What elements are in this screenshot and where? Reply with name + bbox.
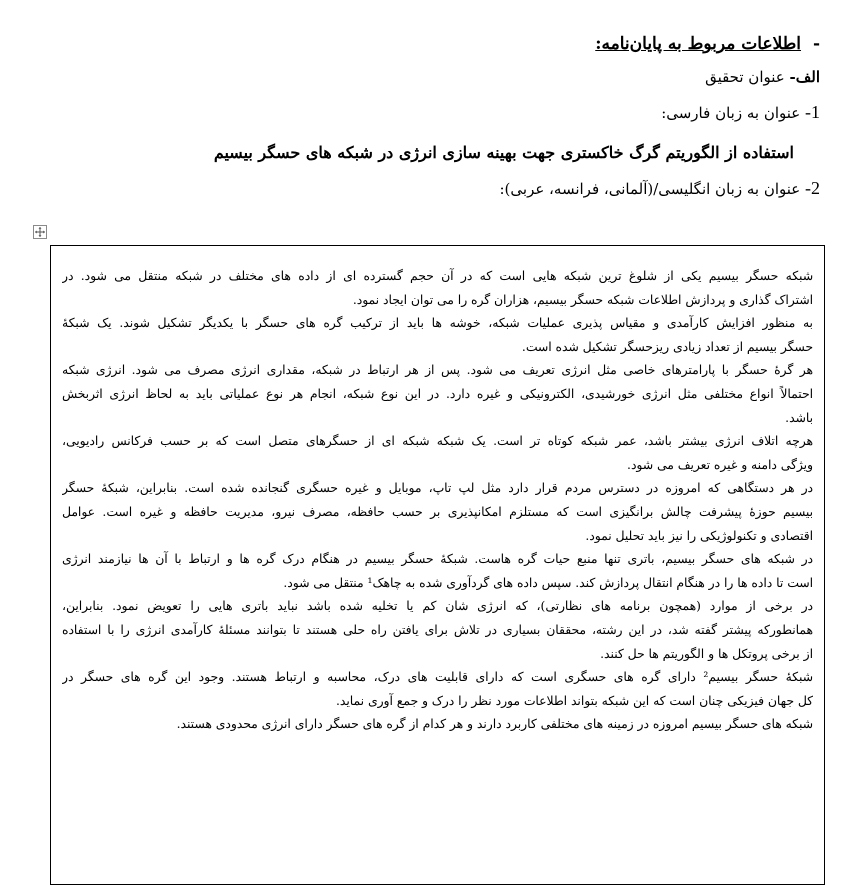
body-line: شبکه حسگر بیسیم یکی از شلوغ ترین شبکه هایی است که در آن حجم گسترده ای از داده های مختلف در شبکه منتقل می شود. در (62, 269, 813, 283)
persian-title: استفاده از الگوریتم گرگ خاکستری جهت بهینه سازی انرژی در شبکه های حسگر بیسیم (213, 143, 794, 162)
subsection-title (705, 68, 820, 86)
heading-dash: - (812, 34, 820, 54)
body-line: در شبکه های حسگر بیسیم، باتری تنها منبع حیات گره هاست. شبکۀ حسگر بیسیم در هنگام درک گره ها و ارتباط با آن ها نیازمند انرژی (62, 552, 813, 567)
body-line: هر گرۀ حسگر با پارامترهای خاصی مثل انرژی تعریف می شود. پس از هر ارتباط در شبکه، مقداری انرژی مصرف می شود. انرژی شبکه (62, 363, 813, 378)
body-line: در برخی از موارد (همچون برنامه های نظارتی)، که انرژی شان کم یا تخلیه شده باشد نباید باتری هایی را تعویض نمود. بنابراین، (62, 599, 813, 614)
body-line: است تا داده ها را در هنگام انتقال پردازش کند. سپس داده های گردآوری شده به چاهک¹ منتقل می شود. (283, 575, 813, 590)
section-heading (595, 34, 820, 54)
body-line: به منظور افزایش کارآمدی و مقیاس پذیری عملیات شبکه، خوشه ها باید از ترکیب گره های حسگر با یکدیگر تشکیل شوند. یک شبکۀ (62, 316, 813, 331)
move-arrows-icon[interactable] (33, 225, 47, 239)
body-line: از برخی پروتکل ها و الگوریتم ها حل کنند. (600, 646, 813, 661)
heading-text: اطلاعات مربوط به پایان‌نامه: (595, 34, 802, 54)
body-line: اقتصادی و تکنولوژیکی را نیز باید تحلیل نمود. (585, 528, 813, 543)
subsection-label: الف- (789, 68, 820, 86)
body-line: باشد. (785, 410, 813, 425)
item1-text: عنوان به زبان فارسی: (661, 104, 805, 122)
body-line: شبکۀ حسگر بیسیم² دارای گره های حسگری است که دارای قابلیت های درک، محاسبه و ارتباط هستند. وجود این گره های حسگر در (62, 670, 813, 685)
item1-number: 1- (805, 102, 820, 122)
body-line: در هر دستگاهی که امروزه در دسترس مردم قرار دارد مثل لپ تاپ، موبایل و غیره حسگری گنجانده شده است. بنابراین، شبکۀ حسگر (62, 481, 813, 496)
item-persian-title-label (661, 102, 820, 123)
item2-number: 2- (805, 178, 820, 198)
item-english-title-label (499, 178, 820, 199)
body-line: حسگر بیسیم از تعداد زیادی ریزحسگر تشکیل شده است. (521, 339, 813, 354)
body-line: هرچه اتلاف انرژی بیشتر باشد، عمر شبکه کوتاه تر است. یک شبکه شبکه ای از حسگرهای متصل است که بر حسب فرکانس رادیویی، (62, 434, 813, 449)
body-line: اشتراک گذاری و پردازش اطلاعات شبکه حسگر بیسیم، هزاران گره را می توان ایجاد نمود. (352, 292, 813, 307)
body-line: همانطورکه پیشتر گفته شد، در این رشته، محققان بسیاری در تلاش برای یافتن راه حلی هستند تا بتوانند مسئلۀ کارآمدی انرژی را با استفاده (62, 622, 813, 637)
body-line: کل جهان فیزیکی چنان است که این شبکه بتواند اطلاعات مورد نظر را درک و جمع آوری نماید. (335, 693, 813, 708)
abstract-table-cell (50, 245, 825, 885)
abstract-body (62, 265, 813, 737)
body-line: احتمالاً انواع مختلفی مثل انرژی خورشیدی، الکترونیکی و غیره دارد. در این نوع شبکه، انجام هر نوع عملیاتی باید به لحاظ انرژی اثربخش (62, 386, 813, 401)
subsection-text: عنوان تحقیق (705, 68, 790, 86)
item2-text: عنوان به زبان انگلیسی/(آلمانی، فرانسه، عربی): (499, 180, 805, 198)
body-line: بیسیم حوزۀ پیشرفت چالش برانگیزی است که مستلزم امکانپذیری بر حسب حافظه، مصرف نیرو، مدیریت حافظه و غیره است. عوامل (62, 504, 813, 519)
body-line: شبکه های حسگر بیسیم امروزه در زمینه های مختلفی کاربرد دارند و هر کدام از گره های حسگر دارای انرژی محدودی هستند. (176, 717, 813, 732)
body-line: ویژگی دامنه و غیره تعریف می شود. (627, 457, 813, 472)
